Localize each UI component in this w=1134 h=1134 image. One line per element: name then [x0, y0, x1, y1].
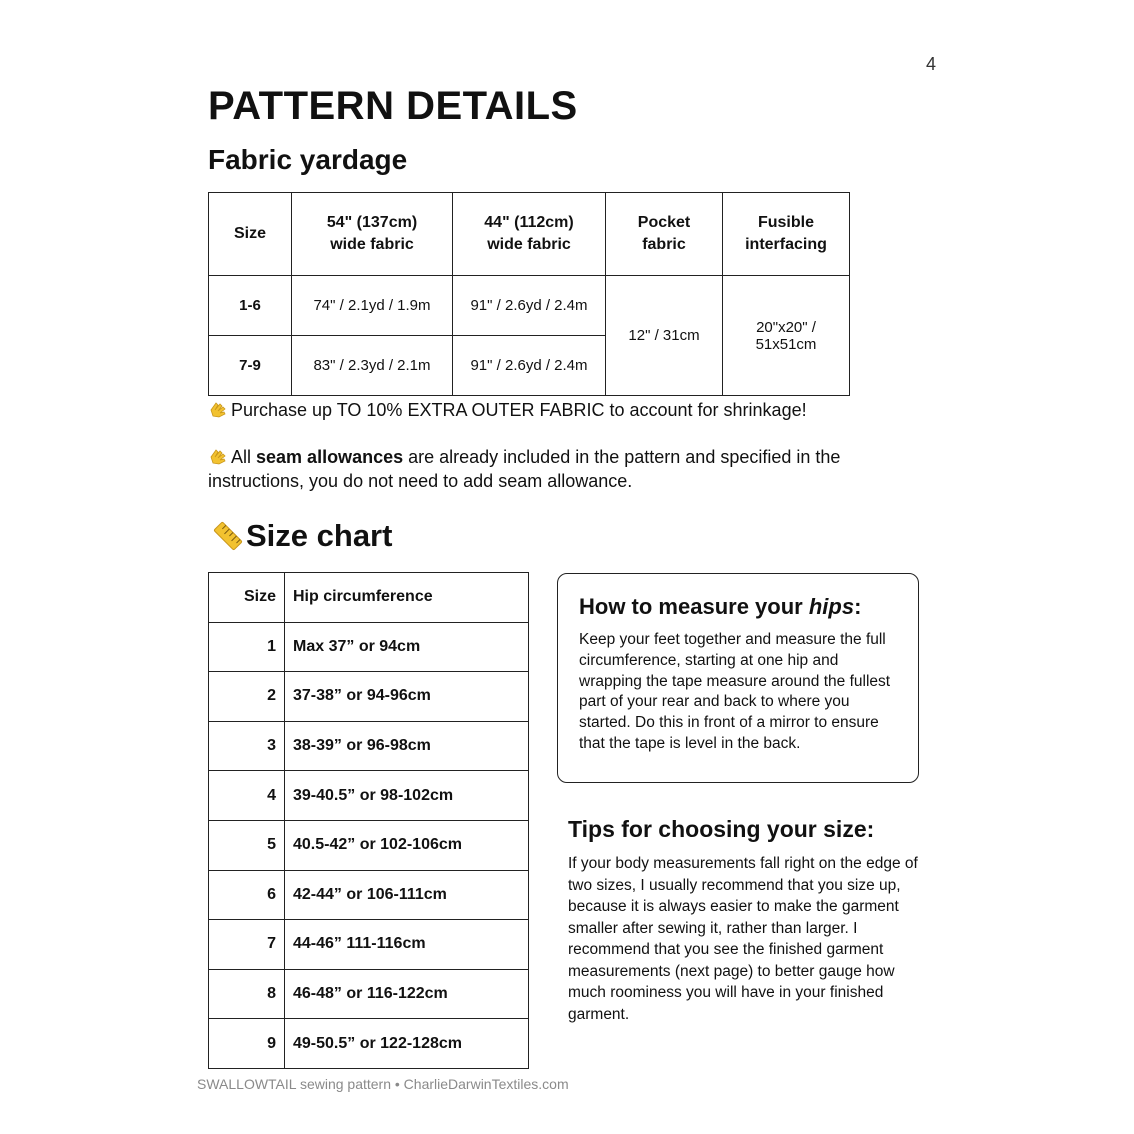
yardage-header-fusible — [723, 193, 850, 276]
measure-heading-post: : — [854, 594, 862, 619]
hand-icon — [208, 400, 228, 418]
hip-cell: 49-50.5” or 122-128cm — [285, 1019, 529, 1069]
seam-note-pre: All — [231, 447, 257, 467]
table-row — [209, 672, 529, 722]
yardage-header-44 — [453, 193, 606, 276]
size-tips-text: If your body measurements fall right on the edge of two sizes, I usually recommend that you size up, because it is always easier to make the garment smaller after sewing it, rather than larger. I recommend that you see the finished garment measurements (next page) to better gauge how much roominess you will have in your finished garment. — [568, 855, 918, 1023]
header-54-line2: wide fabric — [330, 236, 414, 253]
table-row — [209, 1019, 529, 1069]
header-fusible-line2: interfacing — [745, 236, 827, 253]
table-row — [209, 771, 529, 821]
size-chart-table — [208, 572, 529, 1069]
yardage-fusible-cell — [723, 276, 850, 396]
measure-heading-pre: How to measure your — [579, 594, 809, 619]
table-row — [209, 721, 529, 771]
yardage-header-row — [209, 193, 850, 276]
table-row — [209, 820, 529, 870]
hip-cell: 40.5-42” or 102-106cm — [285, 820, 529, 870]
size-chart-heading — [212, 518, 392, 554]
hip-cell: Max 37” or 94cm — [285, 622, 529, 672]
page-number: 4 — [926, 54, 937, 74]
seam-note-post: are already included in the pattern and specified in the instructions, you do not need to add seam allowance. — [208, 447, 841, 491]
seam-note-bold: seam allowances — [256, 447, 404, 467]
size-cell: 3 — [209, 721, 285, 771]
header-54-line1: 54" (137cm) — [326, 214, 418, 232]
shrinkage-note-text: Purchase up TO 10% EXTRA OUTER FABRIC to account for shrinkage! — [231, 400, 807, 420]
size-cell: 1 — [209, 622, 285, 672]
yardage-pocket-cell: 12" / 31cm — [606, 276, 723, 396]
yardage-header-size: Size — [209, 193, 292, 276]
yardage-header-pocket — [606, 193, 723, 276]
size-cell: 7 — [209, 920, 285, 970]
size-tips-section — [568, 816, 920, 1025]
yardage-row — [209, 276, 850, 336]
size-cell: 9 — [209, 1019, 285, 1069]
hip-cell: 37-38” or 94-96cm — [285, 672, 529, 722]
how-to-measure-text: Keep your feet together and measure the full circumference, starting at one hip and wrapping the tape measure around the fullest part of your rear and back to where you started. Do this in front of a mirror to ensure that the tape is level in the back. — [579, 631, 891, 752]
how-to-measure-heading — [579, 594, 900, 620]
ruler-icon — [212, 520, 244, 552]
size-cell: 5 — [209, 820, 285, 870]
seam-allowance-note — [208, 445, 908, 493]
hip-cell: 38-39” or 96-98cm — [285, 721, 529, 771]
table-row — [209, 920, 529, 970]
size-cell: 4 — [209, 771, 285, 821]
header-44-line2: wide fabric — [487, 236, 571, 253]
header-fusible-line1: Fusible — [757, 214, 814, 232]
hip-cell: 42-44” or 106-111cm — [285, 870, 529, 920]
yardage-header-54 — [292, 193, 453, 276]
fusible-line1: 20"x20" / — [756, 318, 816, 336]
hand-icon — [208, 447, 228, 465]
size-chart-header-row — [209, 573, 529, 623]
page-footer: SWALLOWTAIL sewing pattern • CharlieDarwinTextiles.com — [197, 1076, 569, 1092]
size-cell: 8 — [209, 969, 285, 1019]
yardage-44-cell: 91" / 2.6yd / 2.4m — [453, 336, 606, 396]
header-44-line1: 44" (112cm) — [484, 214, 574, 232]
hip-cell: 46-48” or 116-122cm — [285, 969, 529, 1019]
size-chart-heading-text: Size chart — [246, 518, 393, 553]
hip-header: Hip circumference — [285, 573, 529, 623]
fabric-yardage-heading: Fabric yardage — [208, 144, 408, 175]
table-row — [209, 622, 529, 672]
size-cell: 6 — [209, 870, 285, 920]
table-row — [209, 969, 529, 1019]
yardage-44-cell: 91" / 2.6yd / 2.4m — [453, 276, 606, 336]
fusible-line2: 51x51cm — [755, 335, 817, 353]
hip-cell: 44-46” 111-116cm — [285, 920, 529, 970]
size-cell: 2 — [209, 672, 285, 722]
yardage-54-cell: 83" / 2.3yd / 2.1m — [292, 336, 453, 396]
size-header: Size — [209, 573, 285, 623]
how-to-measure-box — [557, 573, 919, 783]
measure-heading-em: hips — [808, 594, 855, 619]
hip-cell: 39-40.5” or 98-102cm — [285, 771, 529, 821]
header-pocket-line1: Pocket — [637, 214, 691, 232]
size-tips-heading: Tips for choosing your size: — [568, 816, 875, 842]
header-pocket-line2: fabric — [642, 236, 686, 253]
shrinkage-note — [208, 398, 908, 422]
yardage-size-cell: 1-6 — [209, 276, 292, 336]
table-row — [209, 870, 529, 920]
yardage-size-cell: 7-9 — [209, 336, 292, 396]
fabric-yardage-table — [208, 192, 850, 396]
yardage-54-cell: 74" / 2.1yd / 1.9m — [292, 276, 453, 336]
page-title: PATTERN DETAILS — [208, 84, 578, 128]
